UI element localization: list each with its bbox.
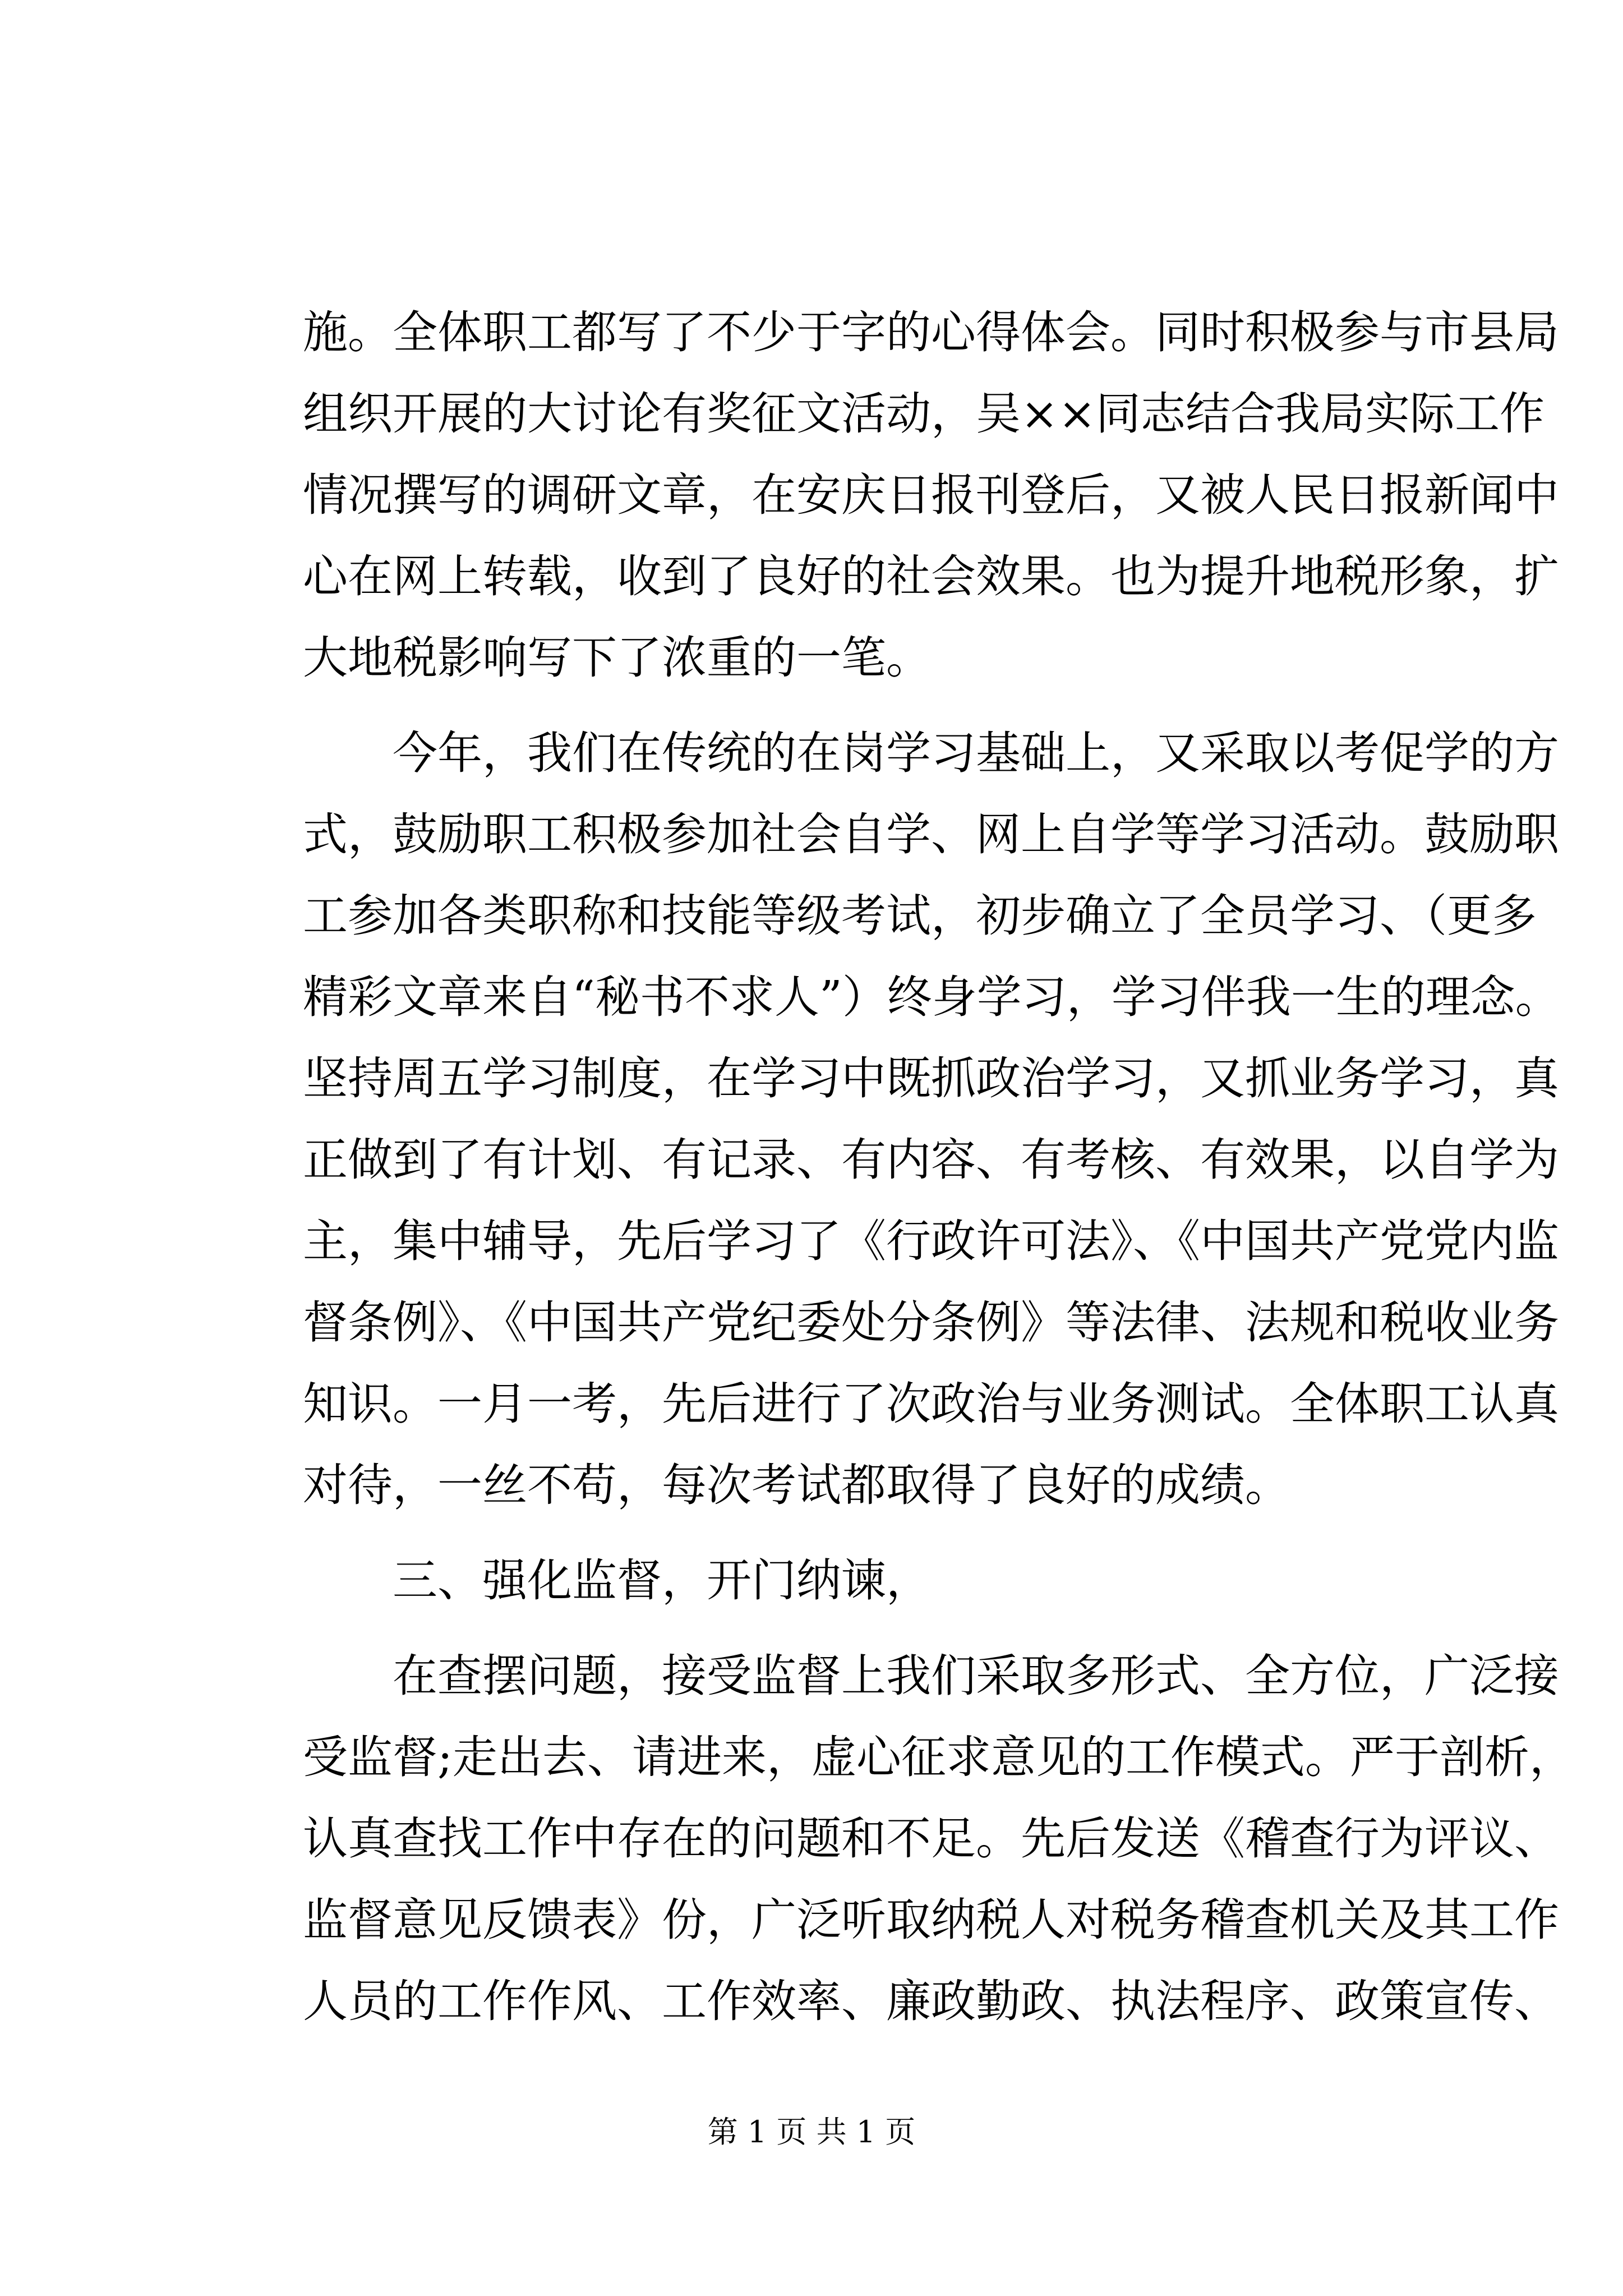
text-line: 主，集中辅导，先后学习了《行政许可法》、《中国共产党党内监 — [303, 1215, 1559, 1267]
document-body — [303, 292, 1574, 2042]
paragraph-gap — [303, 1621, 1424, 1635]
text-line: 精彩文章来自“秘书不求人”）终身学习，学习伴我一生的理念。 — [303, 971, 1560, 1023]
text-line: 受监督;走出去、请进来，虚心征求意见的工作模式。严于剖析， — [303, 1731, 1574, 1783]
text-line: 人员的工作作风、工作效率、廉政勤政、执法程序、政策宣传、 — [303, 1975, 1559, 2027]
text-line: 工参加各类职称和技能等级考试，初步确立了全员学习、（更多 — [303, 890, 1537, 942]
text-line: 大地税影响写下了浓重的一笔。 — [303, 632, 931, 684]
text-line: 知识。一月一考，先后进行了次政治与业务测试。全体职工认真 — [303, 1378, 1559, 1430]
text-line: 督条例》、《中国共产党纪委处分条例》等法律、法规和税收业务 — [303, 1296, 1559, 1349]
text-line: 三、强化监督，开门纳谏， — [303, 1554, 931, 1607]
text-line: 今年，我们在传统的在岗学习基础上，又采取以考促学的方 — [303, 727, 1559, 779]
text-line: 认真查找工作中存在的问题和不足。先后发送《稽查行为评议、 — [303, 1812, 1559, 1865]
paragraph-gap — [303, 698, 1424, 712]
text-line: 情况撰写的调研文章，在安庆日报刊登后，又被人民日报新闻中 — [303, 469, 1559, 521]
text-line: 坚持周五学习制度，在学习中既抓政治学习，又抓业务学习，真 — [303, 1052, 1559, 1105]
text-line: 施。全体职工都写了不少于字的心得体会。同时积极参与市县局 — [303, 306, 1559, 358]
text-line: 式，鼓励职工积极参加社会自学、网上自学等学习活动。鼓励职 — [303, 808, 1559, 861]
text-line: 组织开展的大讨论有奖征文活动，吴××同志结合我局实际工作 — [303, 388, 1545, 440]
text-line: 正做到了有计划、有记录、有内容、有考核、有效果，以自学为 — [303, 1134, 1559, 1186]
text-line: 监督意见反馈表》份，广泛听取纳税人对税务稽查机关及其工作 — [303, 1894, 1559, 1946]
page-footer: 第 1 页 共 1 页 — [707, 2114, 916, 2150]
paragraph-gap — [303, 1526, 1424, 1540]
text-line: 对待，一丝不苟，每次考试都取得了良好的成绩。 — [303, 1459, 1290, 1511]
text-line: 心在网上转载，收到了良好的社会效果。也为提升地税形象，扩 — [303, 550, 1559, 602]
text-line: 在查摆问题，接受监督上我们采取多形式、全方位，广泛接 — [303, 1650, 1559, 1702]
